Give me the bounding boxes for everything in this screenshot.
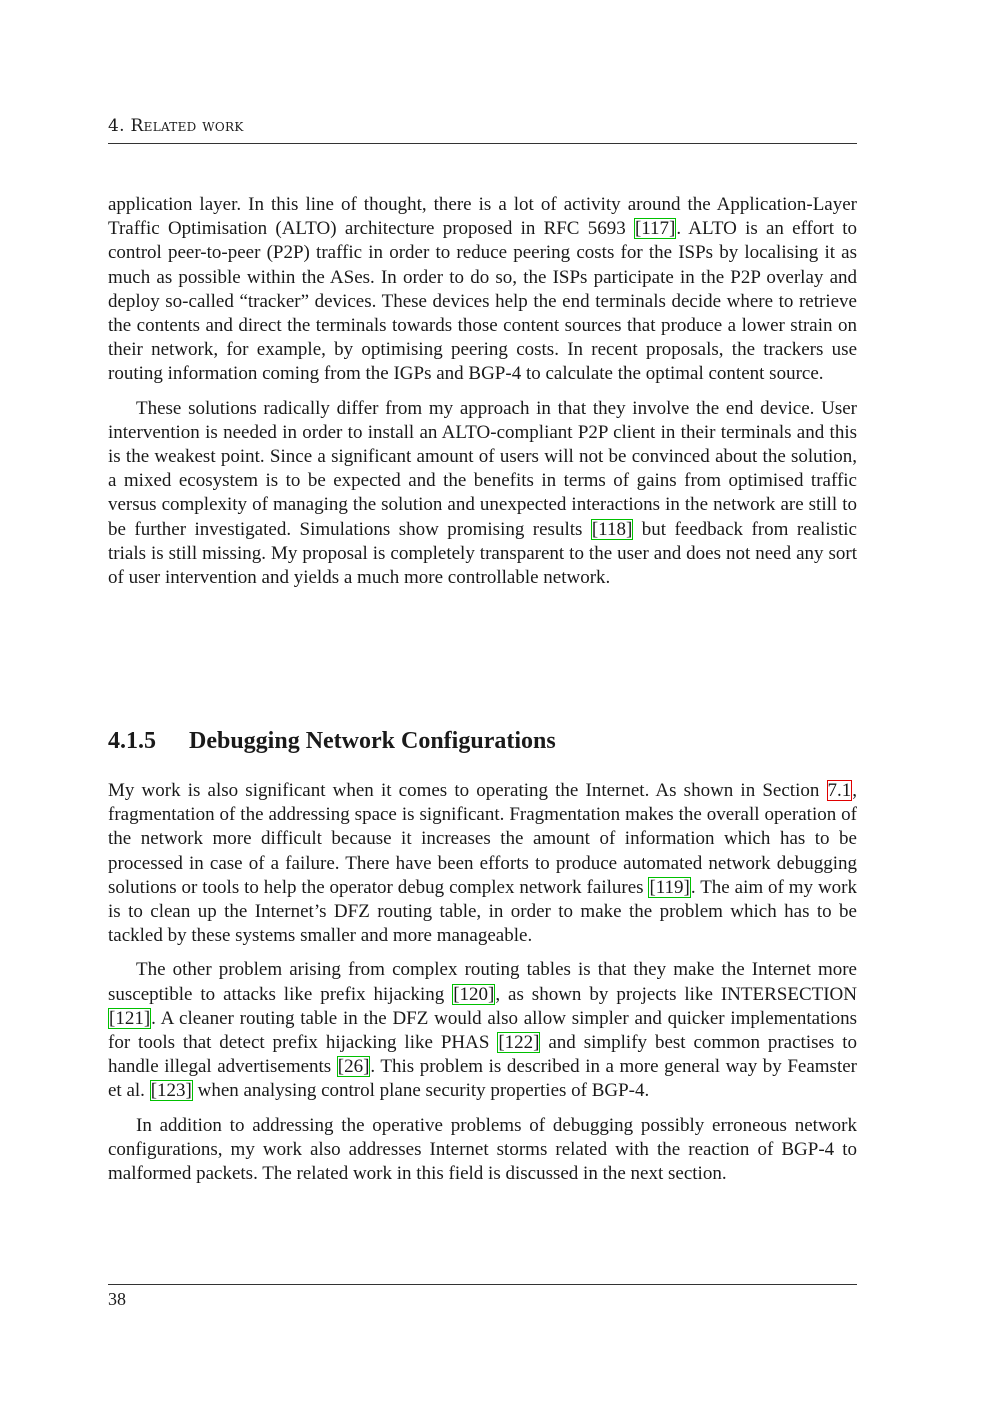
text: My work is also significant when it comes to operating the Internet. As shown in Section — [108, 780, 827, 801]
paragraph-storms — [108, 1114, 857, 1187]
paragraph-hijacking — [108, 958, 857, 1103]
text: . ALTO is an effort to control peer-to-peer (P2P) traffic in order to reduce peering costs for the ISPs by localising it as much as possible within the ASes. In order to do so, the ISPs participate in the P2P overlay and deploy so-called “tracker” devices. These devices help the end terminals decide where to retrieve the contents and direct the terminals towards those content sources that produce a lower strain on their network, for example, by optimising peering costs. In recent proposals, the trackers use routing information coming from the IGPs and BGP-4 to calculate the optimal content source. — [108, 218, 857, 385]
page — [108, 0, 857, 1414]
text: . This problem is described in a more general way by Feamster et al. — [108, 1056, 857, 1102]
section-number: 4.1.5 — [108, 728, 156, 754]
citation-link[interactable]: [121] — [109, 1007, 151, 1029]
section-title: Debugging Network Configurations — [189, 728, 556, 754]
page-footer — [108, 1284, 857, 1310]
text: when analysing control plane security properties of BGP-4. — [192, 1080, 650, 1102]
citation-link[interactable]: [117] — [634, 218, 676, 240]
text: , fragmentation of the addressing space is significant. Fragmentation makes the overall operation of the network more difficult because it increases the amount of information which has to be processed in case of a failure. There have been efforts to produce automated network debugging solutions or tools to help the operator debug complex network failures — [108, 780, 857, 898]
citation-link[interactable]: [118] — [591, 518, 633, 540]
section-heading — [108, 728, 556, 755]
text: but feedback from realistic trials is still missing. My proposal is completely transparent to the user and does not need any sort of user intervention and yields a much more controllable network. — [108, 518, 857, 589]
text: In addition to addressing the operative problems of debugging possibly erroneous network configurations, my work also addresses Internet storms related with the reaction of BGP-4 to malformed packets. The related work in this field is discussed in the next section. — [108, 1114, 857, 1185]
page-number: 38 — [108, 1289, 126, 1309]
text: These solutions radically differ from my approach in that they involve the end device. User intervention is needed in order to install an ALTO-compliant P2P client in their terminals and this is the weakest point. Since a significant amount of users will not be convinced about the solution, a mixed ecosystem is to be expected and the benefits in terms of gains from optimised traffic versus complexity of managing the solution and unexpected interactions in the network are still to be further investigated. Simulations show promising results — [108, 397, 857, 540]
paragraph-solutions — [108, 397, 857, 591]
section-crossref-link[interactable]: 7.1 — [827, 780, 852, 801]
citation-link[interactable]: [123] — [150, 1080, 192, 1102]
text: The other problem arising from complex routing tables is that they make the Internet more susceptible to attacks like prefix hijacking — [108, 959, 857, 1005]
text: , as shown by projects like INTERSECTION — [495, 983, 857, 1005]
paragraph-alto — [108, 193, 857, 387]
body-text-section — [108, 779, 857, 1196]
text: and simplify best common practises to handle illegal advertisements — [108, 1032, 857, 1078]
paragraph-operating — [108, 779, 857, 948]
body-text-top — [108, 193, 857, 600]
chapter-title: Related work — [130, 116, 244, 136]
citation-link[interactable]: [119] — [649, 876, 690, 898]
chapter-number: 4. — [108, 116, 125, 136]
citation-link[interactable]: [122] — [498, 1032, 540, 1054]
running-header — [108, 116, 857, 144]
citation-link[interactable]: [26] — [337, 1056, 370, 1078]
text: . The aim of my work is to clean up the Internet’s DFZ routing table, in order to make the problem which has to be tackled by these systems smaller and more manageable. — [108, 876, 857, 947]
text: application layer. In this line of thought, there is a lot of activity around the Application-Layer Traffic Optimisation (ALTO) architecture proposed in RFC 5693 — [108, 194, 857, 240]
citation-link[interactable]: [120] — [453, 983, 495, 1005]
text: . A cleaner routing table in the DFZ would also allow simpler and quicker implementations for tools that detect prefix hijacking like PHAS — [108, 1007, 857, 1054]
